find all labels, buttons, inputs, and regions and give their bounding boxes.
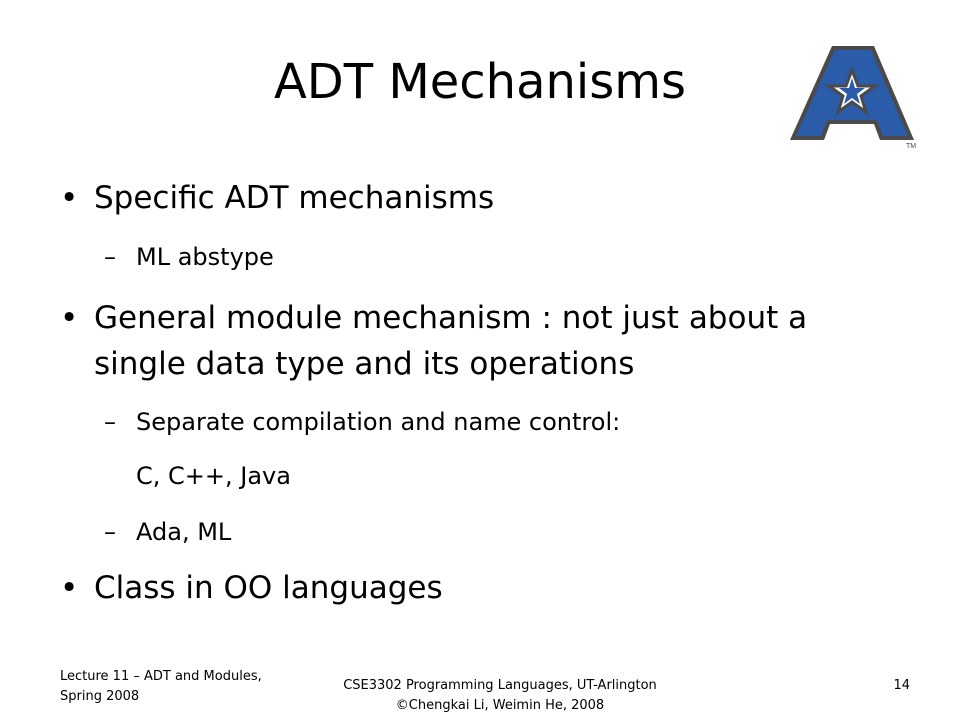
sub-bullet-languages: C, C++, Java [136, 462, 291, 490]
bullet-marker: • [60, 300, 79, 336]
bullet-class-oo: Class in OO languages [94, 570, 443, 606]
bullet-specific-adt: Specific ADT mechanisms [94, 180, 495, 216]
slide-title: ADT Mechanisms [273, 54, 687, 110]
footer-term: Spring 2008 [60, 688, 140, 704]
sub-bullet-ml-abstype: ML abstype [136, 243, 274, 271]
footer-course: CSE3302 Programming Languages, UT-Arlington [343, 678, 657, 693]
sub-bullet-ada-ml: Ada, ML [136, 518, 232, 546]
dash-marker: – [104, 518, 116, 546]
bullet-general-module-line1: General module mechanism : not just about a [94, 300, 808, 336]
footer-center [300, 676, 700, 715]
footer-left [60, 667, 262, 706]
dash-marker: – [104, 243, 116, 271]
page-number: 14 [893, 678, 910, 693]
dash-marker: – [104, 408, 116, 436]
bullet-general-module-line2: single data type and its operations [94, 346, 635, 382]
sub-bullet-separate-compilation: Separate compilation and name control: [136, 408, 621, 436]
logo-trademark: TM [906, 143, 917, 150]
footer-lecture: Lecture 11 – ADT and Modules, [60, 669, 262, 684]
bullet-marker: • [60, 570, 79, 606]
bullet-marker: • [60, 180, 79, 216]
footer-copyright: ©Chengkai Li, Weimin He, 2008 [395, 697, 605, 713]
